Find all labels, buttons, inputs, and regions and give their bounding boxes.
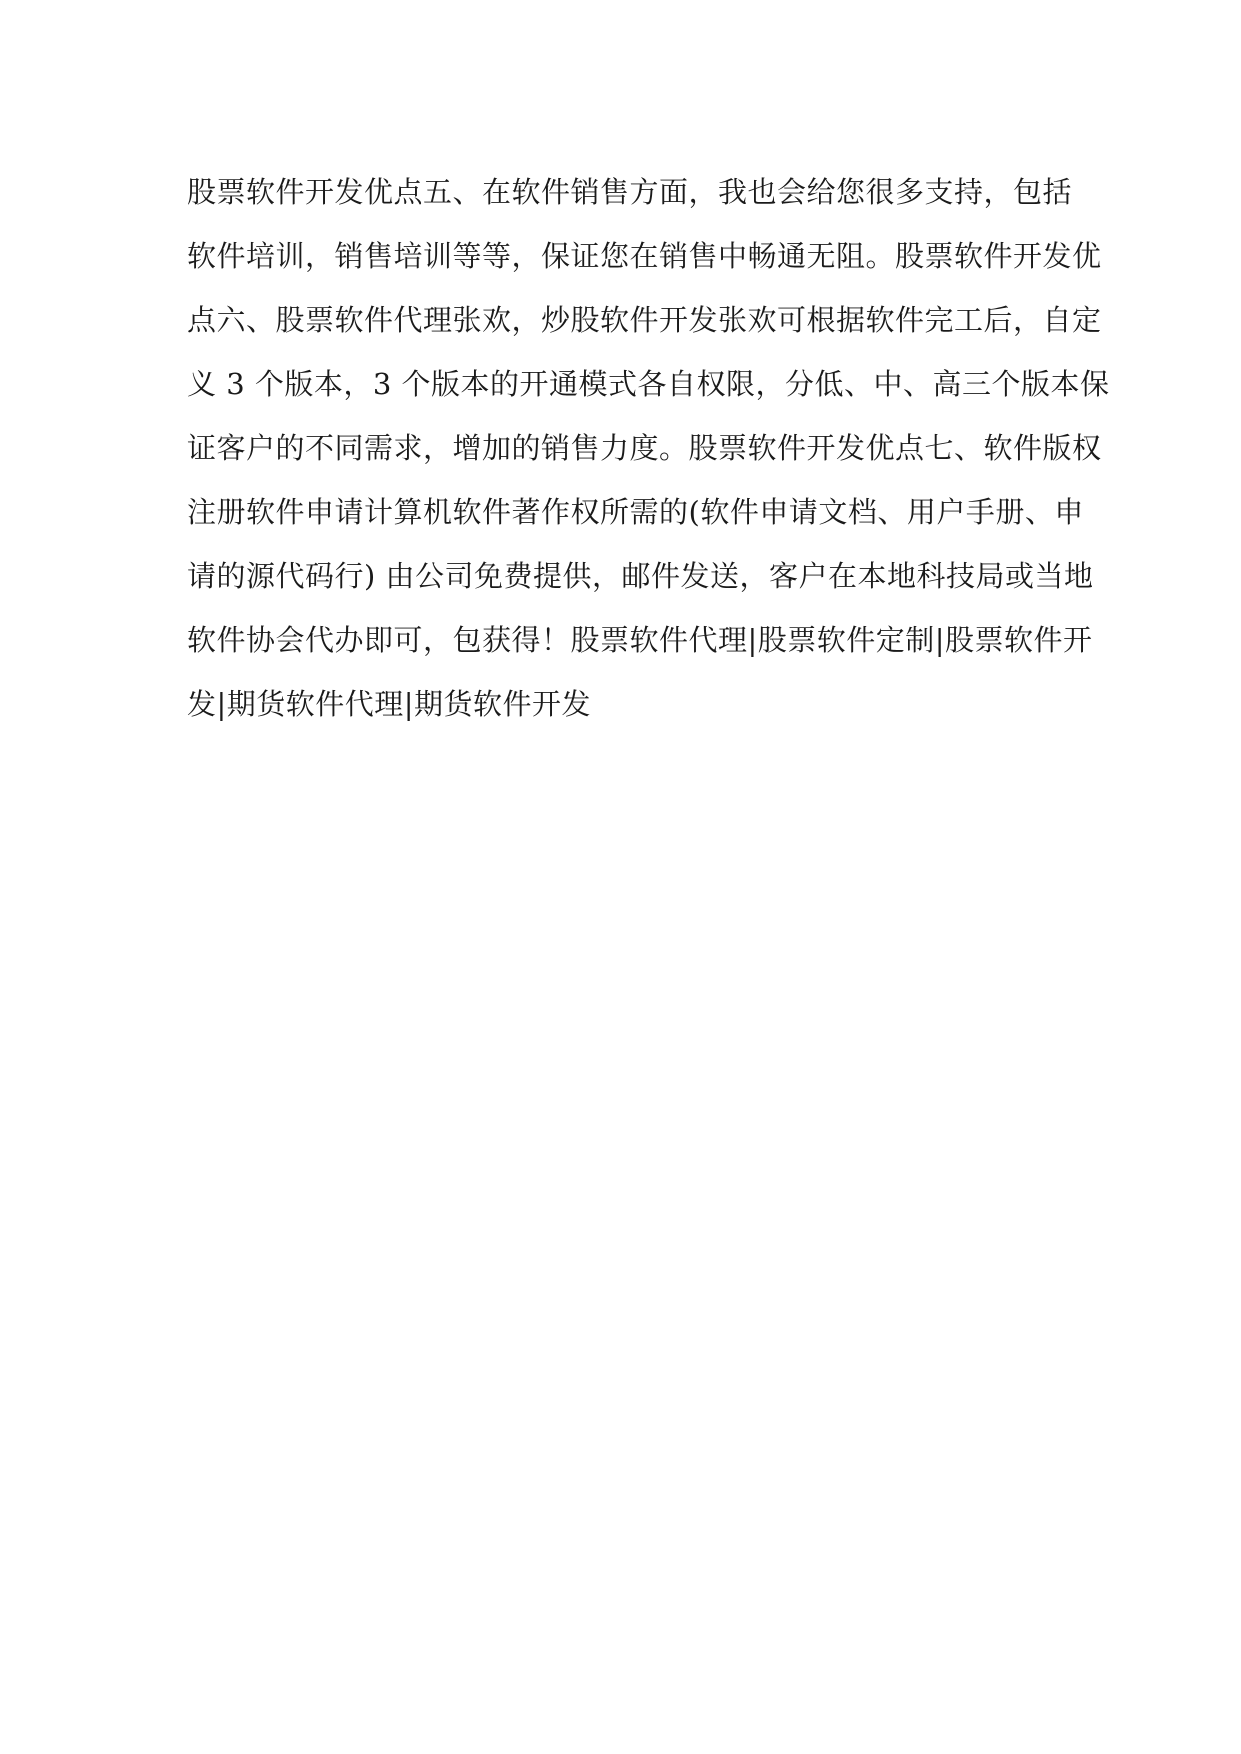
text-line: 软件协会代办即可，包获得！股票软件代理|股票软件定制|股票软件开 — [187, 623, 1093, 657]
text-line: 点六、股票软件代理张欢，炒股软件开发张欢可根据软件完工后，自定 — [187, 303, 1102, 337]
text-line: 请的源代码行) 由公司免费提供，邮件发送，客户在本地科技局或当地 — [187, 559, 1094, 593]
body-paragraph — [187, 160, 1110, 736]
text-line: 义 3 个版本，3 个版本的开通模式各自权限，分低、中、高三个版本保 — [187, 367, 1110, 401]
text-line: 股票软件开发优点五、在软件销售方面，我也会给您很多支持，包括 — [187, 175, 1073, 209]
text-line: 注册软件申请计算机软件著作权所需的(软件申请文档、用户手册、申 — [187, 495, 1084, 529]
text-line: 软件培训，销售培训等等，保证您在销售中畅通无阻。股票软件开发优 — [187, 239, 1102, 273]
text-line: 发|期货软件代理|期货软件开发 — [187, 687, 592, 721]
text-line: 证客户的不同需求，增加的销售力度。股票软件开发优点七、软件版权 — [187, 431, 1102, 465]
